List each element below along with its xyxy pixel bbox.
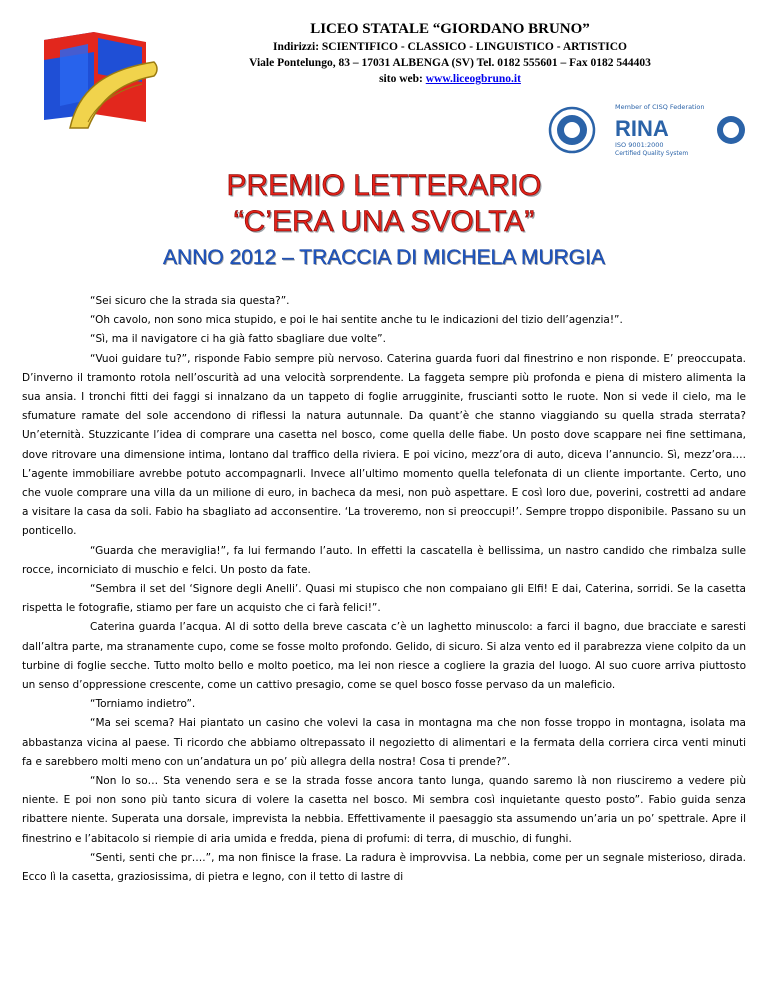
cert-brand: RINA [615, 116, 669, 141]
cert-certified: Certified Quality System [615, 150, 689, 157]
title-block [0, 168, 768, 271]
paragraph: “Vuoi guidare tu?”, risponde Fabio sempre più nervoso. Caterina guarda fuori dal finestrino e non risponde. E’ preoccupata. D’inverno il tramonto rotola nell’oscurità ad una velocità sorprendente. La faggeta sempre più profonda e piena di mistero alimenta la sua ansia. I tronchi fitti dei faggi si innalzano da un tappeto di foglie arrugginite, fruscianti sotto le ruote. Non si vede il cielo, ma le sfumature ramate del sole accendono di riflessi la natura autunnale. Da quant’è che stanno viaggiando su quella strada sterrata? Un’eternità. Stuzzicante l’idea di comprare una casetta nel bosco, come quella delle fiabe. Un posto dove scappare nei fine settimana, dove ritrovare una dimensione intima, lontano dal traffico della riviera. E poi vicino, mezz’ora di auto, diceva l’annuncio. Sì, mezz’ora…. L’agente immobiliare avrebbe potuto accompagnarli. Invece all’ultimo momento quella telefonata di un cliente importante. Certo, uno che vuole comprare una villa da un milione di euro, in bacheca da mesi, non può aspettare. E così loro due, poverini, costretti ad andare a visitare la casa da soli. Fabio ha sbagliato ad acconsentire. ‘La troveremo, non si preoccupi!’. Sempre troppo disponibile. Passano su un ponticello. [22, 352, 746, 538]
paragraph: “Oh cavolo, non sono mica stupido, e poi le hai sentite anche tu le indicazioni del tizio dell’agenzia!”. [90, 314, 623, 327]
school-name: LICEO STATALE “GIORDANO BRUNO” [310, 21, 590, 37]
subtitle: ANNO 2012 – TRACCIA DI MICHELA MURGIA [163, 246, 605, 269]
paragraph: “Sembra il set del ‘Signore degli Anelli’. Quasi mi stupisco che non compaiano gli Elfi! E dai, Caterina, sorridi. Se la casetta rispetta le fotografie, stiamo per fare un acquisto che ci farà felici!”. [22, 583, 746, 615]
rina-certification-badge [545, 98, 750, 158]
title-line-1: PREMIO LETTERARIO [226, 169, 542, 202]
paragraph: “Sei sicuro che la strada sia questa?”. [90, 295, 290, 307]
paragraph: “Non lo so… Sta venendo sera e se la strada fosse ancora tanto lunga, quando saremo là non riusciremo a vedere più niente. E poi non sono più tanto sicura di volere la casetta nel bosco. Mi sembra così inquietante questo posto”. Fabio guida senza ribattere niente. Superata una dorsale, imprevista la nebbia. Effettivamente il paesaggio sta assumendo un’aria un po’ spettrale. Apre il finestrino e l’abitacolo si riempie di aria umida e fredda, piena di profumi: di terra, di muschio, di funghi. [22, 775, 746, 845]
website-label: sito web: [379, 73, 426, 85]
cert-iso: ISO 9001:2000 [615, 141, 664, 149]
school-indirizzi: Indirizzi: SCIENTIFICO - CLASSICO - LINGUISTICO - ARTISTICO [273, 41, 627, 53]
paragraph: Caterina guarda l’acqua. Al di sotto della breve cascata c’è un laghetto minuscolo: a farci il bagno, due bracciate e saresti dall’altra parte, ma stranamente cupo, come se fosse molto profondo. Gelido, di sicuro. Si alza vento ed il parabrezza viene colpito da un turbine di foglie secche. Tutto molto bello e molto poetico, ma lei non riesce a cogliere la grazia del luogo. Al suo cuore arriva piuttosto un senso d’oppressione crescente, come un cattivo presagio, come se quel bosco fosse pervaso da un maleficio. [22, 621, 746, 692]
cert-member-text: Member of CISQ Federation [615, 103, 705, 111]
school-header [190, 20, 710, 87]
paragraph: “Torniamo indietro”. [90, 698, 196, 711]
school-logo [30, 22, 170, 132]
paragraph: “Senti, senti che pr….”, ma non finisce la frase. La radura è improvvisa. La nebbia, come per un segnale misterioso, dirada. Ecco lì la casetta, graziosissima, di pietra e legno, con il tetto di lastre di [22, 851, 746, 884]
paragraph: “Guarda che meraviglia!”, fa lui fermando l’auto. In effetti la cascatella è bellissima, un nastro candido che rimbalza sulle rocce, incorniciato di muschio e felci. Un posto da fate. [22, 544, 746, 576]
website-link[interactable]: www.liceogbruno.it [425, 73, 521, 85]
school-website [190, 71, 710, 87]
paragraph: “Ma sei scema? Hai piantato un casino che volevi la casa in montagna ma che non fosse troppo in montagna, isolata ma abbastanza vicina al paese. Ti ricordo che abbiamo oltrepassato il negozietto di alimentari e la fermata della corriera circa venti minuti fa e sarebbero molti meno con un’andatura un po’ più allegra della nostra! Cosa ti prende?”. [22, 717, 746, 768]
paragraph: “Sì, ma il navigatore ci ha già fatto sbagliare due volte”. [90, 333, 386, 346]
school-address: Viale Pontelungo, 83 – 17031 ALBENGA (SV) Tel. 0182 555601 – Fax 0182 544403 [249, 57, 651, 69]
story-text [22, 292, 746, 887]
title-line-2: “C’ERA UNA SVOLTA” [233, 205, 535, 238]
